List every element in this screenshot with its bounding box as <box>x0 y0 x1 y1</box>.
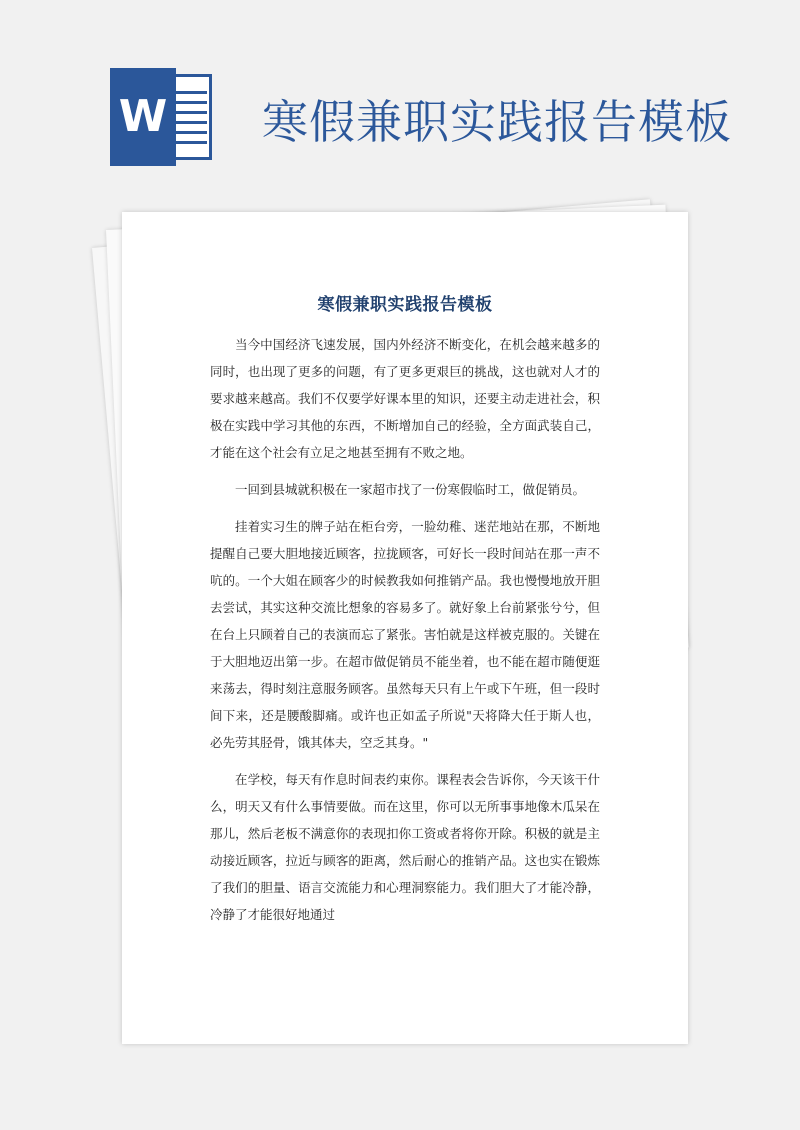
paragraph-4: 在学校，每天有作息时间表约束你。课程表会告诉你，今天该干什么，明天又有什么事情要做。而在这里，你可以无所事事地像木瓜呆在那儿，然后老板不满意你的表现扣你工资或者将你开除。积极的就是主动接近顾客，拉近与顾客的距离，然后耐心的推销产品。这也实在锻炼了我们的胆量、语言交流能力和心理洞察能力。我们胆大了才能冷静，冷静了才能很好地通过 <box>210 772 600 922</box>
word-logo-letter: W <box>110 68 176 166</box>
document-page <box>122 212 688 1044</box>
paragraph-1: 当今中国经济飞速发展，国内外经济不断变化，在机会越来越多的同时，也出现了更多的问题，有了更多更艰巨的挑战，这也就对人才的要求越来越高。我们不仅要学好课本里的知识，还要主动走进社会，积极在实践中学习其他的东西，不断增加自己的经验，全方面武装自己，才能在这个社会有立足之地甚至拥有不败之地。 <box>210 337 600 460</box>
header-banner <box>0 0 800 190</box>
document-title: 寒假兼职实践报告模板 <box>317 295 493 315</box>
header-title: 寒假兼职实践报告模板 <box>262 95 732 149</box>
paragraph-2: 一回到县城就积极在一家超市找了一份寒假临时工，做促销员。 <box>235 482 586 497</box>
paragraph-3: 挂着实习生的牌子站在柜台旁，一脸幼稚、迷茫地站在那，不断地提醒自己要大胆地接近顾客，拉拢顾客，可好长一段时间站在那一声不吭的。一个大姐在顾客少的时候教我如何推销产品。我也慢慢地放开胆去尝试，其实这种交流比想象的容易多了。就好象上台前紧张兮兮，但在台上只顾着自己的表演而忘了紧张。害怕就是这样被克服的。关键在于大胆地迈出第一步。在超市做促销员不能坐着，也不能在超市随便逛来荡去，得时刻注意服务顾客。虽然每天只有上午或下午班，但一段时间下来，还是腰酸脚痛。或许也正如孟子所说"天将降大任于斯人也，必先劳其胫骨，饿其体夫，空乏其身。" <box>210 519 600 750</box>
word-document-icon <box>110 68 218 166</box>
